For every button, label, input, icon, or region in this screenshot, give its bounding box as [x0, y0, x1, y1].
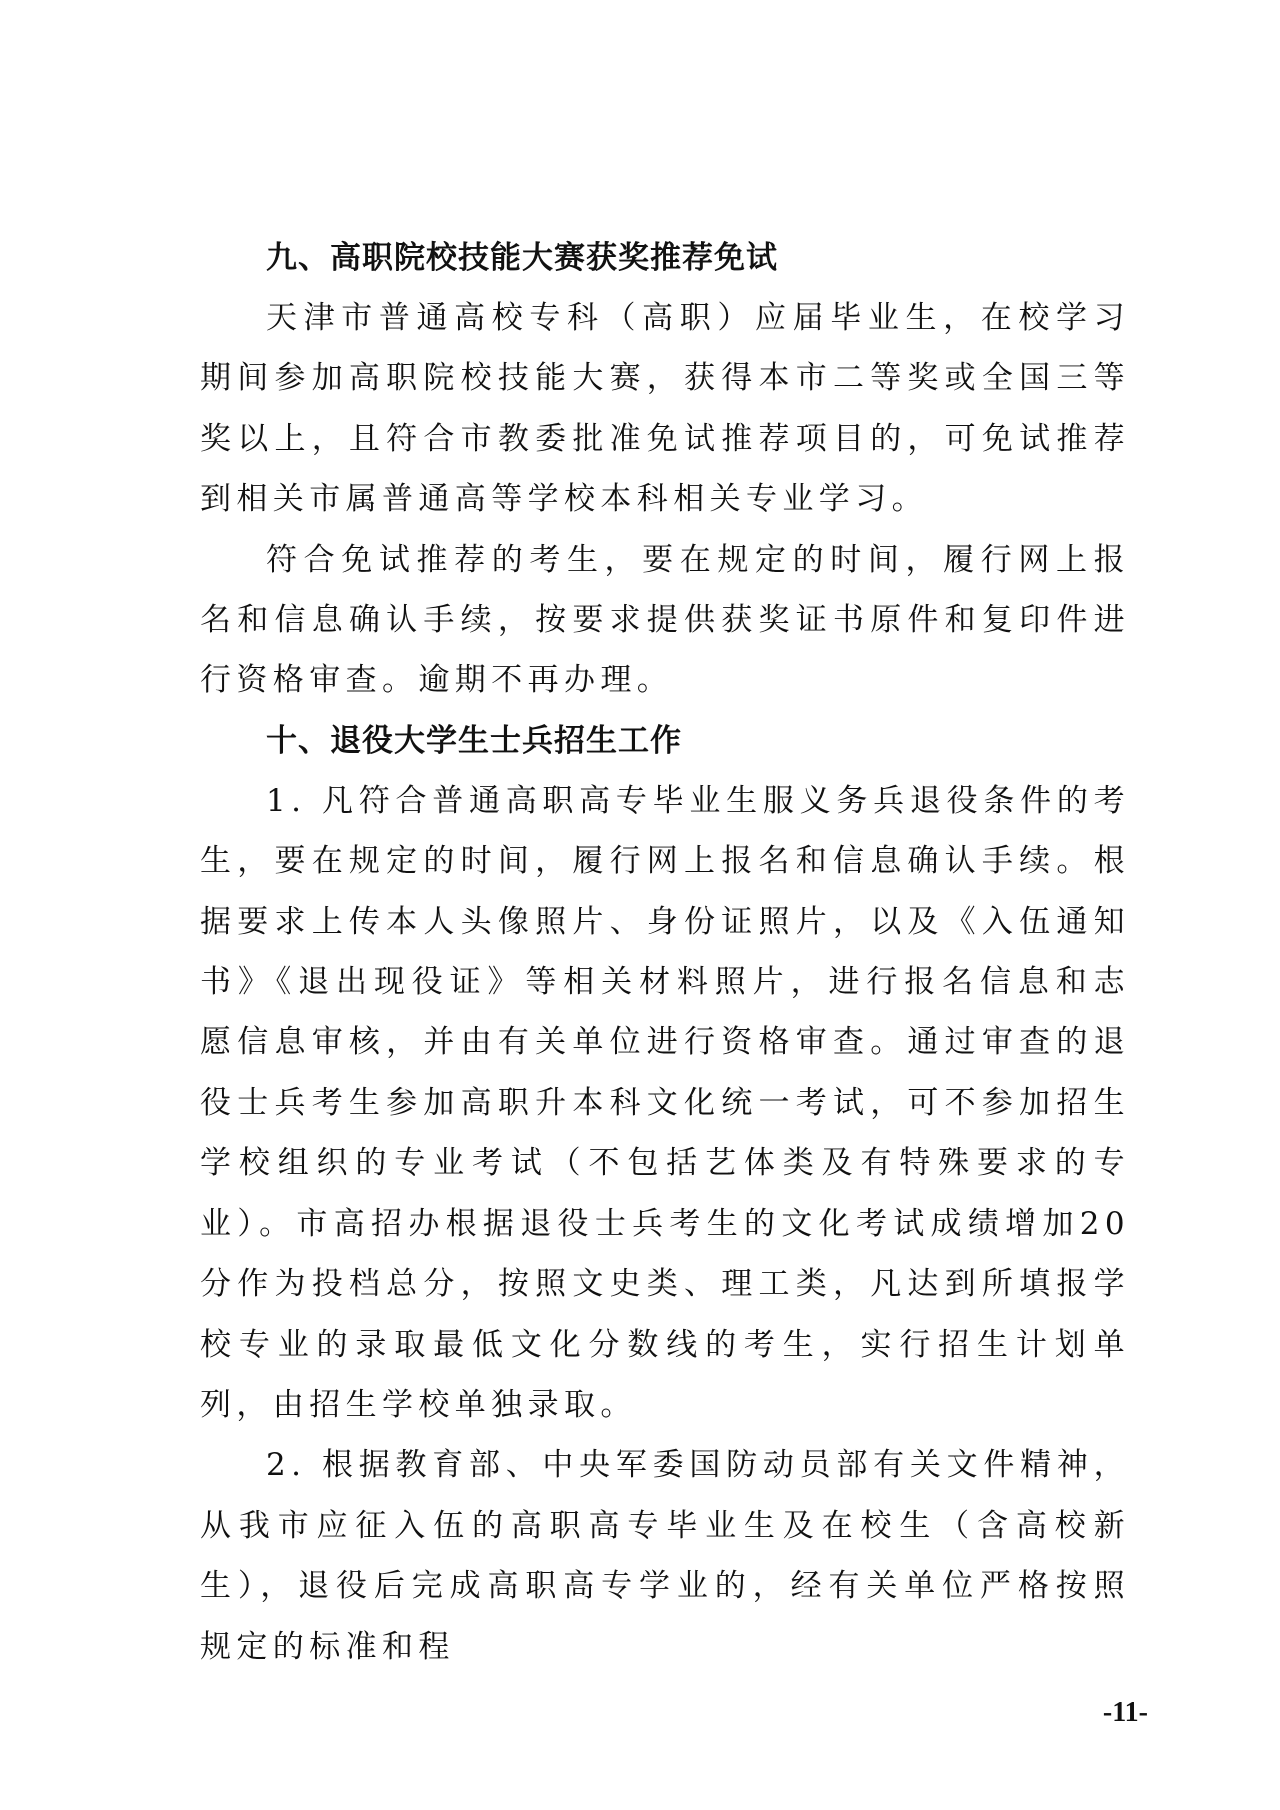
paragraph: 符合免试推荐的考生，要在规定的时间，履行网上报名和信息确认手续，按要求提供获奖证书原件和复印件进行资格审查。逾期不再办理。 [200, 541, 1130, 699]
section-heading-9: 九、高职院校技能大赛获奖推荐免试 [266, 240, 778, 276]
paragraph: 1. 凡符合普通高职高专毕业生服义务兵退役条件的考生，要在规定的时间，履行网上报名和信息确认手续。根据要求上传本人头像照片、身份证照片，以及《入伍通知书》《退出现役证》等相关材料照片，进行报名信息和志愿信息审核，并由有关单位进行资格审查。通过审查的退役士兵考生参加高职升本科文化统一考试，可不参加招生学校组织的专业考试（不包括艺体类及有特殊要求的专业）。市高招办根据退役士兵考生的文化考试成绩增加20分作为投档总分，按照文史类、理工类，凡达到所填报学校专业的录取最低文化分数线的考生，实行招生计划单列，由招生学校单独录取。 [200, 782, 1130, 1423]
paragraph: 2. 根据教育部、中央军委国防动员部有关文件精神，从我市应征入伍的高职高专毕业生及在校生（含高校新生），退役后完成高职高专学业的，经有关单位严格按照规定的标准和程 [200, 1447, 1130, 1665]
document-body [200, 228, 1130, 1677]
page-number: -11- [1102, 1697, 1148, 1728]
paragraph: 天津市普通高校专科（高职）应届毕业生，在校学习期间参加高职院校技能大赛，获得本市二等奖或全国三等奖以上，且符合市教委批准免试推荐项目的，可免试推荐到相关市属普通高等学校本科相关专业学习。 [200, 300, 1130, 518]
section-heading-10: 十、退役大学生士兵招生工作 [266, 722, 682, 759]
